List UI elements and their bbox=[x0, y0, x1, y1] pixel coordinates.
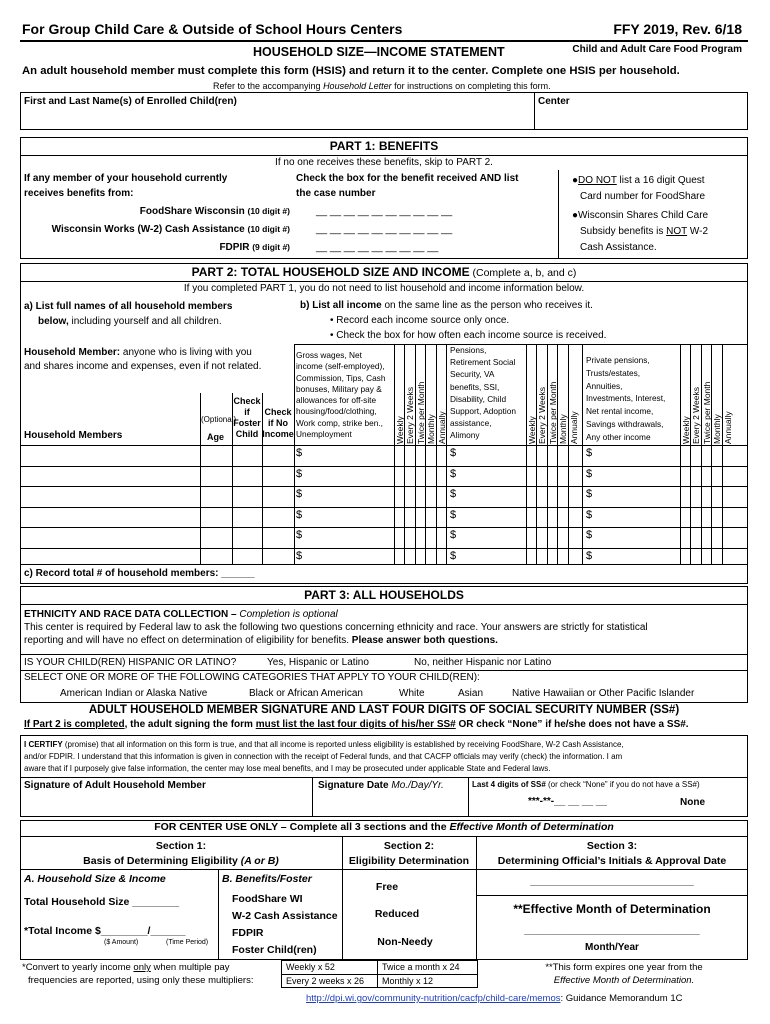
income-amount-1[interactable]: $ bbox=[296, 488, 303, 500]
col-age: Age bbox=[207, 432, 225, 442]
section2-title: Section 2: Eligibility Determination bbox=[348, 840, 470, 867]
income-amount-1[interactable]: $ bbox=[296, 529, 303, 541]
certify-text: I CERTIFY (promise) that all information on this form is true, and that all income is reported unless eligibility is established by receiving FoodShare, W-2 Cash Assistance, and/or FDPIR. I understand that this information is given in connection with the receipt of Federal funds, and that CACFP officials may verify (check) the information. I am aware that if I purposely give false information, the center may lose meal benefits, and I may be prosecuted under applicable State and Federal laws. bbox=[24, 740, 624, 773]
race-asian[interactable]: Asian bbox=[458, 688, 484, 699]
table-row bbox=[20, 486, 748, 487]
income-type-line: Any other income bbox=[586, 431, 651, 442]
income-amount-3[interactable]: $ bbox=[586, 488, 593, 500]
freq-label-1-4: Monthly bbox=[426, 414, 437, 444]
race-question: SELECT ONE OR MORE OF THE FOLLOWING CATEGORIES THAT APPLY TO YOUR CHILD(REN): bbox=[24, 672, 480, 683]
income-type-line: allowances for off-site bbox=[296, 395, 377, 406]
freq-label-3-1: Weekly bbox=[681, 416, 691, 444]
income-type-line: Security, VA bbox=[450, 369, 495, 380]
col-household-members: Household Members bbox=[24, 430, 123, 441]
freq-label-2-3: Twice per Month bbox=[547, 381, 558, 444]
income-amount-2[interactable]: $ bbox=[450, 488, 457, 500]
income-type-line: Disability, Child bbox=[450, 393, 507, 404]
footer-link[interactable]: http://dpi.wi.gov/community-nutrition/cacfp/child-care/memos: Guidance Memorandum 1C bbox=[306, 993, 683, 1004]
income-type-line: bonuses, Military pay & bbox=[296, 383, 382, 394]
income-amount-1[interactable]: $ bbox=[296, 508, 303, 521]
form-title: HOUSEHOLD SIZE—INCOME STATEMENT bbox=[253, 45, 505, 59]
signature-label[interactable]: Signature of Adult Household Member bbox=[24, 780, 206, 791]
part2-title: PART 2: TOTAL HOUSEHOLD SIZE AND INCOME (Complete a, b, and c) bbox=[191, 265, 577, 279]
race-native-hawaiian[interactable]: Native Hawaiian or Other Pacific Islander bbox=[512, 688, 695, 699]
form-subtitle: For Group Child Care & Outside of School Hours Centers bbox=[22, 21, 403, 37]
race-black[interactable]: Black or African American bbox=[249, 688, 363, 699]
income-type-line: Support, Adoption bbox=[450, 406, 516, 417]
effective-month-line[interactable]: ______________________________ bbox=[524, 924, 700, 936]
income-type-2 bbox=[450, 344, 516, 442]
freq-label-3-2: Every 2 Weeks bbox=[691, 386, 702, 444]
freq-label-2-2: Every 2 Weeks bbox=[537, 386, 548, 444]
table-row bbox=[20, 527, 748, 528]
income-amount-2[interactable]: $ bbox=[450, 549, 457, 562]
freq-label-1-3: Twice per Month bbox=[415, 381, 426, 444]
part1-question: If any member of your household currently receives benefits from: bbox=[24, 173, 228, 199]
income-type-line: Retirement Social bbox=[450, 357, 516, 368]
income-amount-3[interactable]: $ bbox=[586, 447, 593, 459]
freq-label-3-4: Monthly bbox=[712, 414, 723, 444]
income-type-line: Trusts/estates, bbox=[586, 367, 641, 378]
refer-text: Refer to the accompanying Household Letter for instructions on completing this form. bbox=[213, 81, 551, 91]
income-type-line: Commission, Tips, Cash bbox=[296, 372, 386, 383]
income-type-line: Net rental income, bbox=[586, 406, 654, 417]
hispanic-question: IS YOUR CHILD(REN) HISPANIC OR LATINO? bbox=[24, 657, 237, 668]
income-amount-3[interactable]: $ bbox=[586, 549, 593, 562]
income-amount-2[interactable]: $ bbox=[450, 467, 457, 480]
table-row bbox=[20, 548, 748, 549]
period-label: (Time Period) bbox=[166, 939, 209, 946]
total-income[interactable]: *Total Income $________/______ bbox=[24, 925, 186, 937]
part2-intro: If you completed PART 1, you do not need to list household and income information below. bbox=[183, 283, 585, 294]
income-type-line: assistance, bbox=[450, 418, 492, 429]
part2-a: a) List full names of all household members below, including yourself and all children. bbox=[24, 301, 233, 327]
ssn-label: Last 4 digits of SS# (or check “None” if you do not have a SS#) bbox=[472, 780, 700, 789]
mult-every-2-weeks: Every 2 weeks x 26 bbox=[286, 976, 365, 986]
income-type-line: Annuities, bbox=[586, 380, 623, 391]
ssn-field[interactable]: ***-**-__ __ __ __ bbox=[528, 796, 607, 807]
income-amount-2[interactable]: $ bbox=[450, 447, 457, 459]
effective-month-title: **Effective Month of Determination bbox=[513, 902, 711, 916]
form-revision: FFY 2019, Rev. 6/18 bbox=[613, 21, 742, 37]
convert-note: *Convert to yearly income only when multiple pay frequencies are reported, using only these multipliers: bbox=[22, 962, 254, 986]
freq-label-2-4: Monthly bbox=[558, 414, 569, 444]
total-members-line[interactable]: c) Record total # of household members: ______ bbox=[24, 568, 255, 579]
hispanic-yes[interactable]: Yes, Hispanic or Latino bbox=[267, 657, 369, 668]
foodshare-case-number[interactable]: __ __ __ __ __ __ __ __ __ __ bbox=[316, 206, 453, 217]
income-type-line: Private pensions, bbox=[586, 355, 650, 365]
income-amount-2[interactable]: $ bbox=[450, 529, 457, 541]
total-household-size[interactable]: Total Household Size ________ bbox=[24, 896, 180, 908]
income-type-line: benefits, SSI, bbox=[450, 381, 500, 392]
w2-case-number[interactable]: __ __ __ __ __ __ __ __ __ __ bbox=[316, 224, 453, 235]
col-foster: Check if Foster Child bbox=[233, 396, 261, 439]
table-row bbox=[20, 466, 748, 467]
section-a-title: A. Household Size & Income bbox=[24, 873, 166, 885]
income-type-line: Alimony bbox=[450, 430, 480, 441]
part1-instruction: Check the box for the benefit received AND list the case number bbox=[296, 173, 519, 199]
foodshare-label: FoodShare Wisconsin (10 digit #) bbox=[139, 206, 290, 217]
income-amount-2[interactable]: $ bbox=[450, 508, 457, 521]
race-white[interactable]: White bbox=[399, 688, 425, 699]
center-label: Center bbox=[538, 96, 570, 107]
center-use-title: FOR CENTER USE ONLY – Complete all 3 sections and the Effective Month of Determination bbox=[154, 821, 614, 833]
part3-title: PART 3: ALL HOUSEHOLDS bbox=[304, 588, 464, 602]
month-year-label: Month/Year bbox=[585, 942, 639, 953]
expiry-note: **This form expires one year from the Effective Month of Determination. bbox=[545, 962, 703, 986]
income-type-line: Investments, Interest, bbox=[586, 393, 666, 404]
race-american-indian[interactable]: American Indian or Alaska Native bbox=[60, 688, 208, 699]
mult-monthly: Monthly x 12 bbox=[382, 976, 434, 986]
section3-title: Section 3: Determining Official’s Initials & Approval Date bbox=[497, 840, 727, 867]
fdpir-label: FDPIR (9 digit #) bbox=[219, 242, 290, 253]
w2-label: Wisconsin Works (W-2) Cash Assistance (10 digit #) bbox=[51, 224, 290, 235]
ethnicity-text: ETHNICITY AND RACE DATA COLLECTION – Completion is optional This center is required by Federal law to ask the following two questions concerning ethnicity and race. Your answers are strictly for statistical reporting and will have no effect on determination of eligibility for benefits. Please answer both questions. bbox=[24, 609, 648, 647]
section-b-items[interactable]: FoodShare WI W-2 Cash Assistance FDPIR Foster Child(ren) bbox=[232, 893, 338, 956]
signature-date-label[interactable]: Signature Date Mo./Day/Yr. bbox=[318, 780, 444, 791]
freq-label-2-1: Weekly bbox=[527, 416, 537, 444]
child-names-label: First and Last Name(s) of Enrolled Child(ren) bbox=[24, 96, 237, 107]
income-amount-1[interactable]: $ bbox=[296, 467, 303, 480]
income-type-3 bbox=[586, 354, 665, 444]
instruction-text: An adult household member must complete this form (HSIS) and return it to the center. Complete one HSIS per household. bbox=[22, 65, 680, 77]
section1-title: Section 1: Basis of Determining Eligibility (A or B) bbox=[83, 840, 279, 867]
income-type-line: Savings withdrawals, bbox=[586, 418, 664, 429]
section-b-title: B. Benefits/Foster bbox=[222, 873, 312, 885]
income-amount-1[interactable]: $ bbox=[296, 549, 303, 562]
income-amount-3[interactable]: $ bbox=[586, 529, 593, 541]
amount-label: ($ Amount) bbox=[104, 939, 139, 946]
freq-label-2-5: Annually bbox=[568, 411, 579, 444]
mult-twice-month: Twice a month x 24 bbox=[382, 962, 460, 972]
part1-skip: If no one receives these benefits, skip to PART 2. bbox=[275, 157, 493, 168]
official-initials-line[interactable]: ____________________________ bbox=[530, 875, 694, 887]
income-type-line: income (self-employed), bbox=[296, 361, 385, 372]
income-type-line: housing/food/clothing, bbox=[296, 406, 377, 417]
hispanic-no[interactable]: No, neither Hispanic nor Latino bbox=[414, 657, 552, 668]
program-name: Child and Adult Care Food Program bbox=[572, 44, 742, 55]
ssn-none[interactable]: None bbox=[680, 797, 705, 808]
income-amount-1[interactable]: $ bbox=[296, 447, 303, 459]
freq-label-3-3: Twice per Month bbox=[701, 381, 712, 444]
part2-b: b) List all income on the same line as the person who receives it. • Record each income source only once. • Check the box for how often each income source is received. bbox=[300, 300, 607, 341]
part1-title: PART 1: BENEFITS bbox=[329, 139, 439, 153]
elig-non-needy[interactable]: Non-Needy bbox=[377, 936, 433, 948]
freq-label-1-5: Annually bbox=[436, 411, 447, 444]
freq-label-1-2: Every 2 Weeks bbox=[405, 386, 416, 444]
mult-weekly: Weekly x 52 bbox=[286, 962, 335, 972]
freq-label-1-1: Weekly bbox=[395, 416, 405, 444]
income-type-line: Gross wages, Net bbox=[296, 350, 362, 360]
fdpir-case-number[interactable]: __ __ __ __ __ __ __ __ __ bbox=[316, 242, 439, 253]
col-no-income: Check if No Income bbox=[262, 407, 294, 439]
income-type-line: Work comp, strike ben., bbox=[296, 417, 383, 428]
income-type-line: Unemployment bbox=[296, 429, 352, 440]
col-optional: (Optional) bbox=[201, 415, 237, 424]
household-member-definition: Household Member: anyone who is living with you and shares income and expenses, even if not related. bbox=[24, 347, 262, 372]
elig-free[interactable]: Free bbox=[375, 881, 399, 893]
elig-reduced[interactable]: Reduced bbox=[374, 908, 420, 920]
freq-label-3-5: Annually bbox=[722, 411, 733, 444]
part1-notes: ●DO NOT list a 16 digit Quest Card number for FoodShare ●Wisconsin Shares Child Care Subsidy benefits is NOT W-2 Cash Assistance. bbox=[572, 175, 709, 253]
income-type-1 bbox=[296, 350, 385, 440]
signature-title: ADULT HOUSEHOLD MEMBER SIGNATURE AND LAST FOUR DIGITS OF SOCIAL SECURITY NUMBER (SS#) bbox=[88, 704, 680, 716]
income-amount-3[interactable]: $ bbox=[586, 508, 593, 521]
signature-instruction: If Part 2 is completed, the adult signing the form must list the last four digits of his/her SS# OR check “None” if he/she does not have a SS#. bbox=[24, 719, 689, 730]
table-row bbox=[20, 507, 748, 508]
income-type-line: Pensions, bbox=[450, 345, 487, 355]
income-amount-3[interactable]: $ bbox=[586, 467, 593, 480]
